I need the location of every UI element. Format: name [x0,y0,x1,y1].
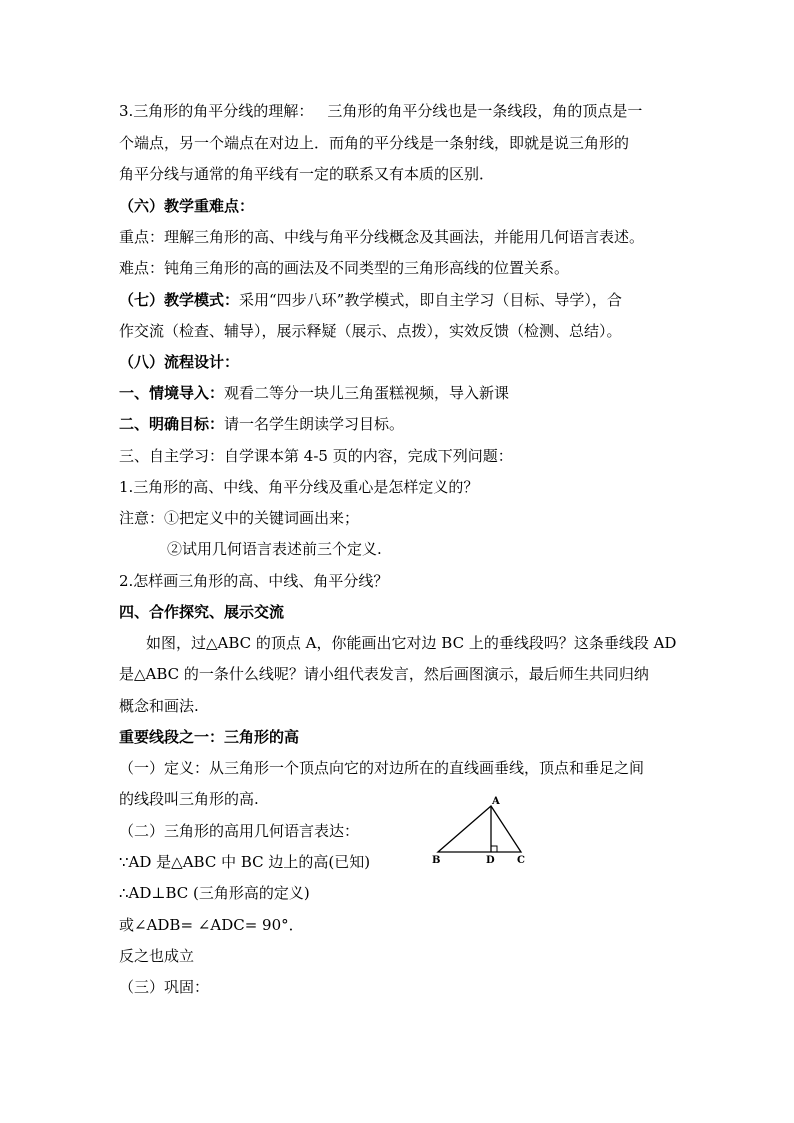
sec3-line2: 个端点，另一个端点在对边上．而角的平分线是一条射线，即就是说三角形的 [119,134,630,152]
right-angle-mark [491,846,497,852]
height-definition-line2: 的线段叫三角形的高. [119,790,259,808]
flow-step2: 二、明确目标：请一名学生朗读学习目标。 [119,415,405,433]
flow-question2: 2.怎样画三角形的高、中线、角平分线？ [119,572,389,590]
height-title: 重要线段之一：三角形的高 [119,728,300,746]
sec3-line1: 3.三角形的角平分线的理解： 三角形的角平分线也是一条线段，角的顶点是一 [119,102,643,120]
height-definition-line1: （一）定义：从三角形一个顶点向它的对边所在的直线画垂线，顶点和垂足之间 [119,759,645,777]
flow-step1: 一、情境导入：观看二等分一块儿三角蛋糕视频，导入新课 [119,384,510,402]
key-important: 重点：理解三角形的高、中线与角平分线概念及其画法，并能用几何语言表述。 [119,228,645,246]
sec3-line3: 角平分线与通常的角平线有一定的联系又有本质的区别． [119,165,495,183]
height-consolidate: （三）巩固： [119,978,210,996]
height-because: ∵AD 是△ABC 中 BC 边上的高(已知) [119,853,371,871]
flow-paragraph-line3: 概念和画法. [119,697,199,715]
mode-line1: （七）教学模式：采用“四步八环”教学模式，即自主学习（目标、导学），合 [119,291,622,309]
vertex-b-label: B [432,855,441,866]
key-difficult: 难点：钝角三角形的高的画法及不同类型的三角形高线的位置关系。 [119,259,570,277]
vertex-c-label: C [517,855,525,866]
flow-note2: ②试用几何语言表述前三个定义. [167,540,382,558]
vertex-a-label: A [492,796,500,807]
flow-paragraph-line1: 如图，过△ABC 的顶点 A，你能画出它对边 BC 上的垂线段吗？这条垂线段 AD [146,634,677,652]
flow-step4-title: 四、合作探究、展示交流 [119,603,285,621]
flow-question1: 1.三角形的高、中线、角平分线及重心是怎样定义的？ [119,478,479,496]
height-angle-equation: 或∠ADB= ∠ADC= 90°． [119,916,304,934]
flow-paragraph-line2: 是△ABC 的一条什么线呢？请小组代表发言，然后画图演示，最后师生共同归纳 [119,665,649,683]
flow-step3: 三、自主学习：自学课本第 4-5 页的内容，完成下列问题： [119,447,513,465]
height-therefore: ∴AD⊥BC (三角形高的定义) [119,884,310,902]
height-expression: （二）三角形的高用几何语言表达： [119,822,360,840]
key-heading: （六）教学重难点： [119,197,255,215]
mode-line2: 作交流（检查、辅导），展示释疑（展示、点拨），实效反馈（检测、总结）。 [119,322,622,340]
flow-note1: 注意：①把定义中的关键词画出来； [119,509,360,527]
triangle-abc-figure [428,794,538,874]
flow-heading: （八）流程设计： [119,353,240,371]
triangle-abc-outline [438,806,521,852]
height-converse: 反之也成立 [119,947,195,965]
foot-d-label: D [486,855,495,866]
